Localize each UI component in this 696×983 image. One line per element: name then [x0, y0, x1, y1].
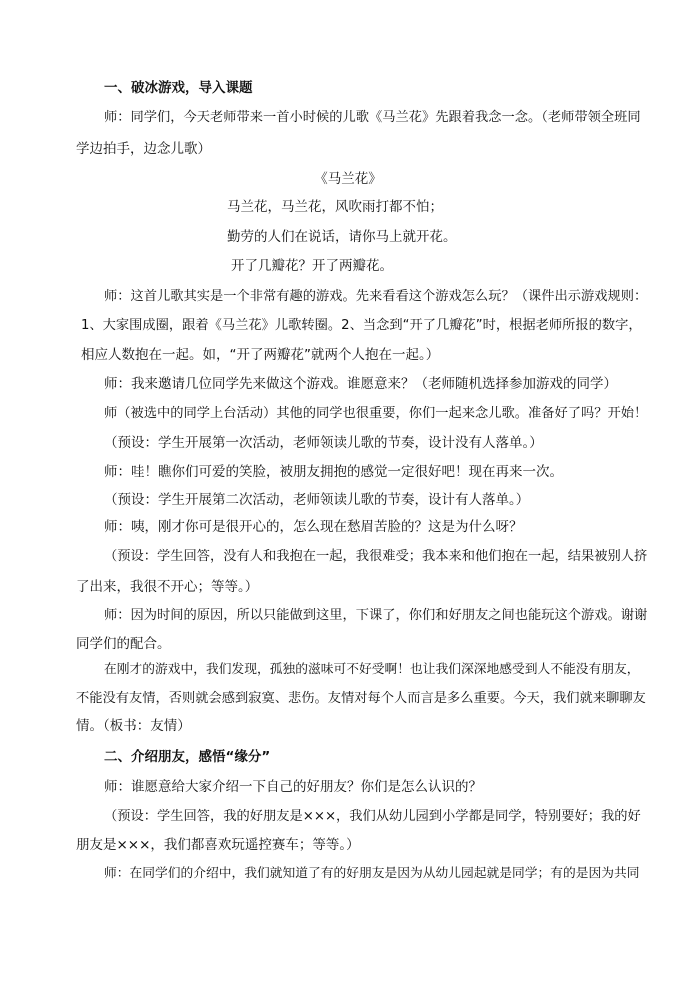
paragraph-line: 师：哇！瞧你们可爱的笑脸，被朋友拥抱的感觉一定很好吧！现在再来一次。 [104, 464, 563, 480]
paragraph-line: 师：这首儿歌其实是一个非常有趣的游戏。先来看看这个游戏怎么玩？（课件出示游戏规则： [104, 289, 648, 304]
paragraph-line: 学边拍手，边念儿歌） [76, 141, 211, 157]
paragraph-line: 了出来，我很不开心；等等。） [76, 579, 259, 595]
paragraph-line: 朋友是×××，我们都喜欢玩遥控赛车；等等。） [76, 837, 360, 853]
paragraph-line: （预设：学生回答，没有人和我抱在一起，我很难受；我本来和他们抱在一起，结果被别人挤 [104, 549, 648, 564]
section-heading: 二、介绍朋友，感悟“缘分” [104, 749, 271, 765]
poem-line: 勤劳的人们在说话，请你马上就开花。 [227, 229, 457, 245]
paragraph-line: 不能没有友情，否则就会感到寂寞、悲伤。友情对每个人而言是多么重要。今天，我们就来聊聊友 [76, 691, 646, 706]
poem-line: 开了几瓣花？开了两瓣花。 [231, 258, 393, 274]
paragraph-line: （预设：学生开展第一次活动，老师领读儿歌的节奏，设计没有人落单。） [104, 435, 543, 451]
paragraph-line: 师（被选中的同学上台活动）其他的同学也很重要，你们一起来念儿歌。准备好了吗？开始！ [104, 406, 648, 421]
paragraph-line: 师：我来邀请几位同学先来做这个游戏。谁愿意来？（老师随机选择参加游戏的同学） [104, 376, 617, 392]
paragraph-line: 在刚才的游戏中，我们发现，孤独的滋味可不好受啊！也让我们深深地感受到人不能没有朋友， [104, 662, 640, 677]
paragraph-line: 同学们的配合。 [76, 636, 171, 652]
paragraph-line: 情。（板书：友情） [76, 718, 191, 734]
paragraph-line: （预设：学生开展第二次活动，老师领读儿歌的节奏，设计有人落单。） [104, 492, 530, 508]
paragraph-line: 相应人数抱在一起。如，“开了两瓣花”就两个人抱在一起。） [81, 347, 440, 363]
paragraph-line: （预设：学生回答，我的好朋友是×××，我们从幼儿园到小学都是同学，特别要好；我的好 [104, 809, 641, 824]
paragraph-line: 1、大家围成圈，跟着《马兰花》儿歌转圈。2、当念到“开了几瓣花”时，根据老师所报的数字， [81, 318, 642, 333]
paragraph-line: 师：同学们，今天老师带来一首小时候的儿歌《马兰花》先跟着我念一念。（老师带领全班同 [104, 110, 641, 125]
paragraph-line: 师：在同学们的介绍中，我们就知道了有的好朋友是因为从幼儿园起就是同学；有的是因为共同 [104, 866, 640, 881]
paragraph-line: 师：谁愿意给大家介绍一下自己的好朋友？你们是怎么认识的？ [104, 779, 482, 795]
poem-title: 《马兰花》 [314, 171, 382, 187]
section-heading: 一、破冰游戏，导入课题 [104, 80, 253, 96]
poem-line: 马兰花，马兰花，风吹雨打都不怕； [227, 199, 443, 215]
paragraph-line: 师：因为时间的原因，所以只能做到这里，下课了，你们和好朋友之间也能玩这个游戏。谢谢 [104, 608, 648, 623]
paragraph-line: 师：咦，刚才你可是很开心的，怎么现在愁眉苦脸的？这是为什么呀？ [104, 519, 523, 535]
